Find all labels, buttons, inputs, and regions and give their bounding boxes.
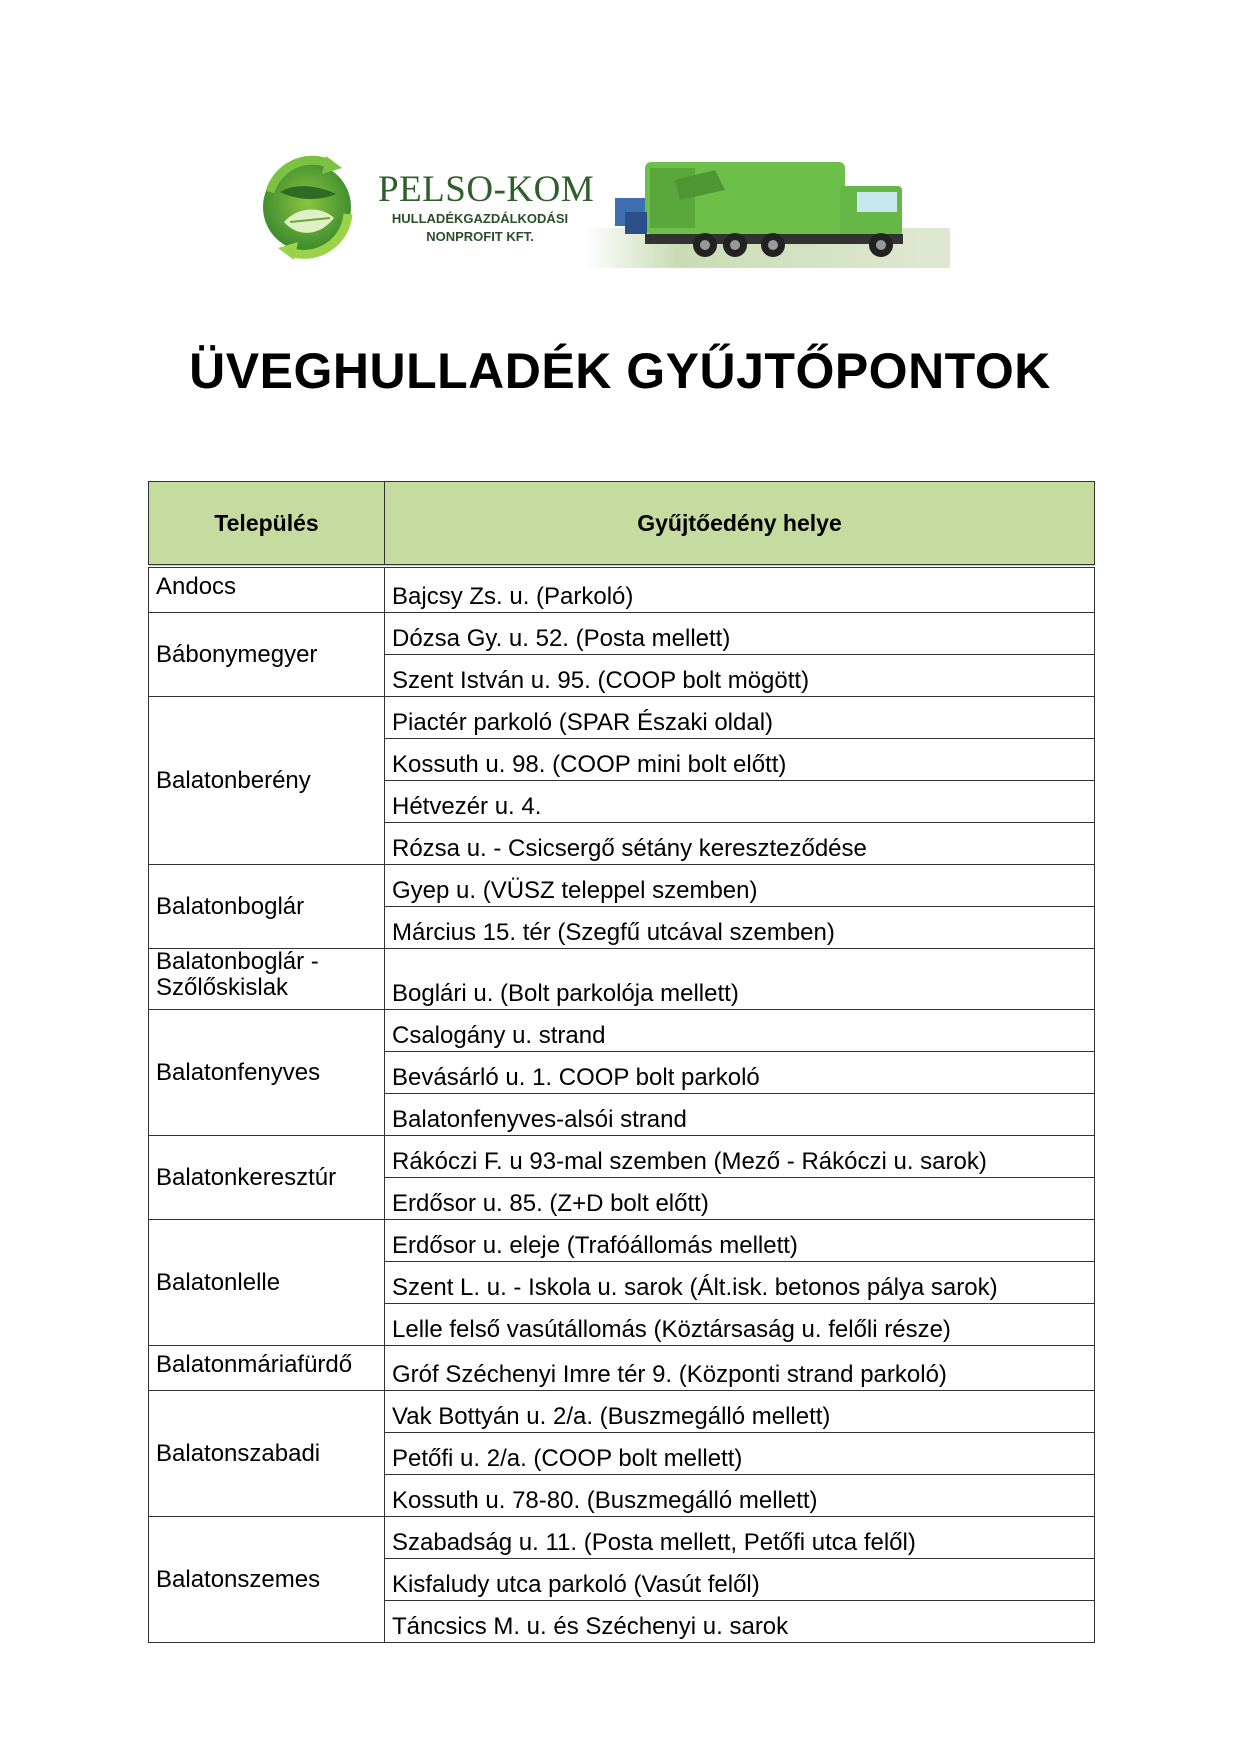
- location-cell: Kisfaludy utca parkoló (Vasút felől): [385, 1559, 1095, 1601]
- column-header-location: Gyűjtőedény helye: [385, 482, 1095, 567]
- brand-name: PELSO-KOM: [378, 169, 595, 210]
- location-cell: Hétvezér u. 4.: [385, 781, 1095, 823]
- town-cell: Balatonberény: [149, 697, 385, 865]
- table-row: [149, 1346, 1095, 1391]
- table-row: [149, 1010, 1095, 1052]
- location-cell: Csalogány u. strand: [385, 1010, 1095, 1052]
- table-row: [149, 1220, 1095, 1262]
- table-row: [149, 1517, 1095, 1559]
- town-cell: Balatonboglár - Szőlőskislak: [149, 949, 385, 1010]
- location-cell: Gróf Széchenyi Imre tér 9. (Központi strand parkoló): [385, 1346, 1095, 1391]
- table-header-row: [149, 482, 1095, 567]
- town-cell: Balatonmáriafürdő: [149, 1346, 385, 1391]
- location-cell: Balatonfenyves-alsói strand: [385, 1094, 1095, 1136]
- location-cell: Vak Bottyán u. 2/a. (Buszmegálló mellett): [385, 1391, 1095, 1433]
- town-cell: Balatonszemes: [149, 1517, 385, 1643]
- table-row: [149, 1391, 1095, 1433]
- location-cell: Gyep u. (VÜSZ teleppel szemben): [385, 865, 1095, 907]
- table-row: [149, 613, 1095, 655]
- company-logo: [250, 150, 950, 268]
- table-body: [149, 566, 1095, 1643]
- location-cell: Rózsa u. - Csicsergő sétány kereszteződése: [385, 823, 1095, 865]
- document-title: ÜVEGHULLADÉK GYŰJTŐPONTOK: [189, 343, 1051, 399]
- location-cell: Boglári u. (Bolt parkolója mellett): [385, 949, 1095, 1010]
- table-row: [149, 566, 1095, 613]
- town-cell: Balatonszabadi: [149, 1391, 385, 1517]
- garbage-truck-illustration: [585, 150, 950, 268]
- location-cell: Piactér parkoló (SPAR Északi oldal): [385, 697, 1095, 739]
- brand-subtitle-line1: HULLADÉKGAZDÁLKODÁSI: [391, 211, 569, 226]
- location-cell: Bevásárló u. 1. COOP bolt parkoló: [385, 1052, 1095, 1094]
- location-cell: Petőfi u. 2/a. (COOP bolt mellett): [385, 1433, 1095, 1475]
- location-cell: Táncsics M. u. és Széchenyi u. sarok: [385, 1601, 1095, 1643]
- brand-subtitle-line2: NONPROFIT KFT.: [426, 229, 534, 244]
- column-header-town: Település: [149, 482, 385, 567]
- location-cell: Dózsa Gy. u. 52. (Posta mellett): [385, 613, 1095, 655]
- location-cell: Kossuth u. 78-80. (Buszmegálló mellett): [385, 1475, 1095, 1517]
- location-cell: Rákóczi F. u 93-mal szemben (Mező - Rákóczi u. sarok): [385, 1136, 1095, 1178]
- town-cell: Balatonboglár: [149, 865, 385, 949]
- town-cell: Andocs: [149, 566, 385, 613]
- town-cell: Balatonlelle: [149, 1220, 385, 1346]
- location-cell: Lelle felső vasútállomás (Köztársaság u. felőli része): [385, 1304, 1095, 1346]
- location-cell: Szent L. u. - Iskola u. sarok (Ált.isk. betonos pálya sarok): [385, 1262, 1095, 1304]
- location-cell: Szent István u. 95. (COOP bolt mögött): [385, 655, 1095, 697]
- location-cell: Március 15. tér (Szegfű utcával szemben): [385, 907, 1095, 949]
- location-cell: Bajcsy Zs. u. (Parkoló): [385, 566, 1095, 613]
- town-cell: Balatonfenyves: [149, 1010, 385, 1136]
- town-cell: Balatonkeresztúr: [149, 1136, 385, 1220]
- table-row: [149, 1136, 1095, 1178]
- location-cell: Kossuth u. 98. (COOP mini bolt előtt): [385, 739, 1095, 781]
- table-row: [149, 865, 1095, 907]
- town-cell: Bábonymegyer: [149, 613, 385, 697]
- recycling-leaf-logo-icon: [250, 152, 365, 260]
- location-cell: Szabadság u. 11. (Posta mellett, Petőfi utca felől): [385, 1517, 1095, 1559]
- table-row: [149, 949, 1095, 1010]
- brand-subtitle: [390, 210, 570, 246]
- table-row: [149, 697, 1095, 739]
- collection-points-table: [148, 481, 1095, 1643]
- location-cell: Erdősor u. 85. (Z+D bolt előtt): [385, 1178, 1095, 1220]
- location-cell: Erdősor u. eleje (Trafóállomás mellett): [385, 1220, 1095, 1262]
